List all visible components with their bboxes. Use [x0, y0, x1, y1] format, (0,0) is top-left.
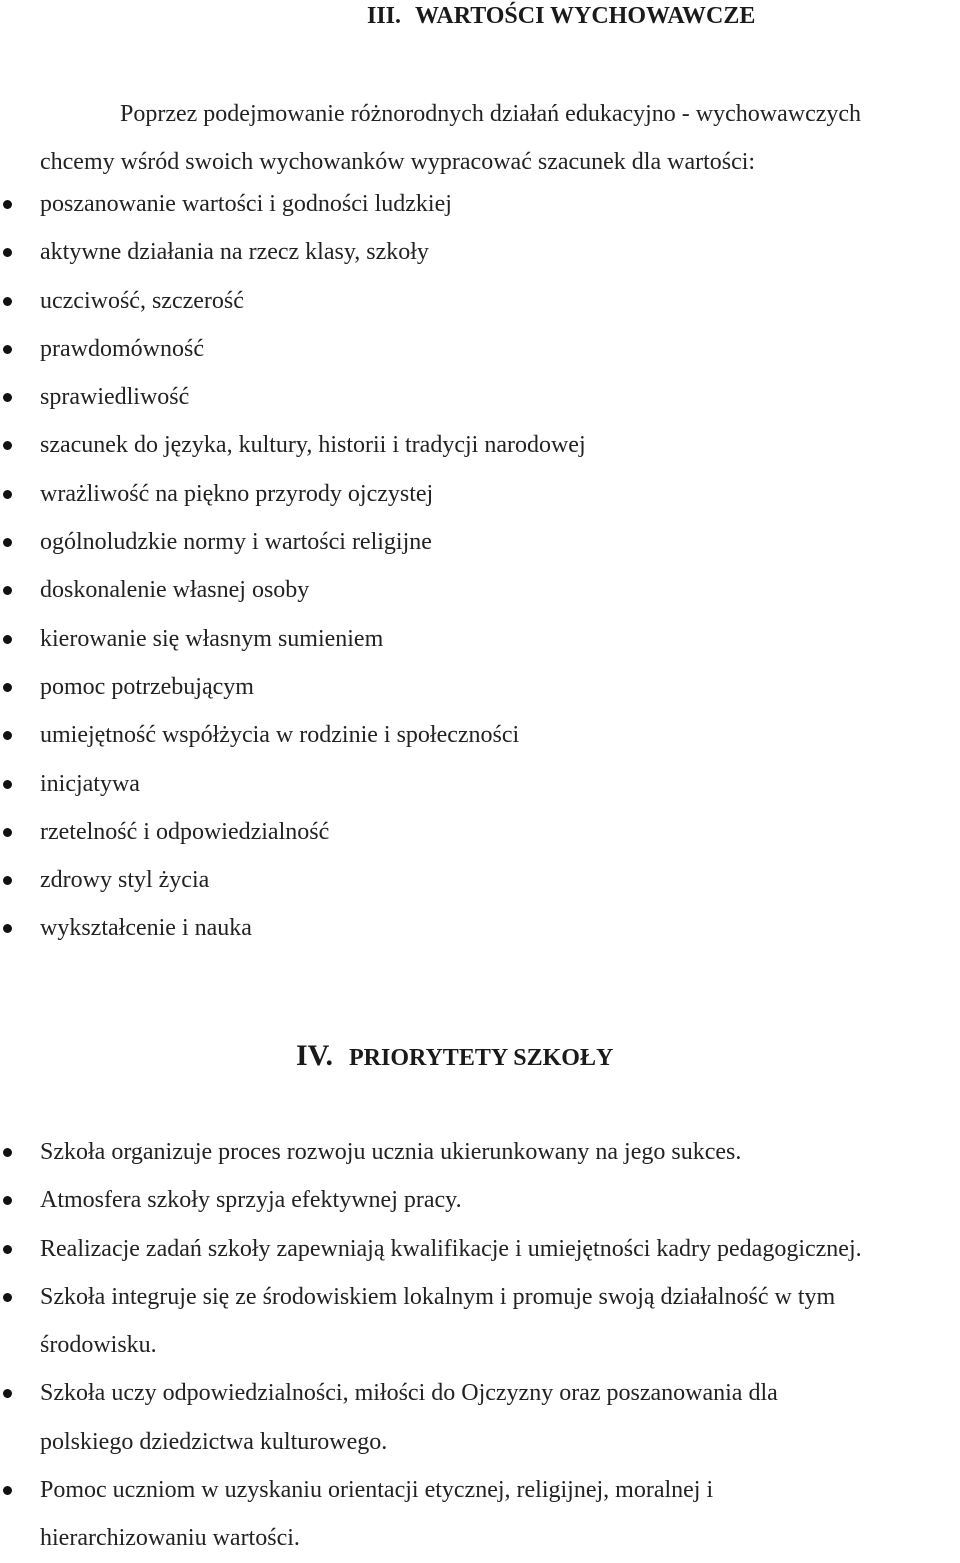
- list-item-text: poszanowanie wartości i godności ludzkiej: [40, 191, 452, 217]
- bullet-icon: [3, 635, 12, 644]
- list-item: [0, 470, 586, 518]
- bullet-icon: [3, 200, 12, 209]
- list-item: [0, 1128, 862, 1176]
- list-item: [0, 566, 586, 614]
- list-item-text: rzetelność i odpowiedzialność: [40, 818, 330, 845]
- list-item: [0, 325, 586, 373]
- bullet-icon: [3, 1245, 12, 1254]
- list-item-text: aktywne działania na rzecz klasy, szkoły: [40, 239, 429, 266]
- list-item-text: Szkoła integruje się ze środowiskiem lokalnym i promuje swoją działalność w tym: [40, 1283, 836, 1310]
- list-item: [0, 904, 586, 952]
- section-3-intro: [40, 90, 861, 186]
- section-4-title: PRIORYTETY SZKOŁY: [348, 1045, 614, 1071]
- list-item-text: doskonalenie własnej osoby: [40, 577, 310, 604]
- list-item: [0, 1273, 862, 1370]
- list-item-text: zdrowy styl życia: [40, 867, 210, 894]
- bullet-icon: [3, 345, 12, 354]
- bullet-icon: [3, 248, 12, 257]
- bullet-icon: [3, 828, 12, 837]
- list-item: [0, 421, 586, 469]
- values-list: [0, 180, 586, 953]
- bullet-icon: [3, 780, 12, 789]
- list-item-text: wrażliwość na piękno przyrody ojczystej: [40, 480, 434, 507]
- list-item: [0, 1176, 862, 1224]
- list-item-text: Pomoc uczniom w uzyskaniu orientacji etycznej, religijnej, moralnej i: [40, 1477, 714, 1504]
- section-4-number: IV.: [296, 1039, 333, 1072]
- section-3-number: III.: [367, 3, 402, 29]
- bullet-icon: [3, 1293, 12, 1302]
- list-item-text: inicjatywa: [40, 770, 140, 797]
- bullet-icon: [3, 1148, 12, 1157]
- section-3-title: WARTOŚCI WYCHOWAWCZE: [415, 3, 756, 29]
- bullet-icon: [3, 1486, 12, 1495]
- list-item-text: Realizacje zadań szkoły zapewniają kwalifikacje i umiejętności kadry pedagogicznej.: [40, 1235, 862, 1262]
- list-item: [0, 663, 586, 711]
- list-item-text: szacunek do języka, kultury, historii i tradycji narodowej: [40, 432, 586, 459]
- section-3-heading: [367, 0, 755, 32]
- list-item-text: prawdomówność: [40, 335, 204, 362]
- list-item: [0, 180, 586, 228]
- list-item: [0, 1369, 862, 1466]
- bullet-icon: [3, 586, 12, 595]
- bullet-icon: [3, 393, 12, 402]
- list-item-text-continuation: hierarchizowaniu wartości.: [40, 1525, 300, 1552]
- bullet-icon: [3, 297, 12, 306]
- list-item-text: uczciwość, szczerość: [40, 287, 244, 314]
- bullet-icon: [3, 683, 12, 692]
- list-item-text-continuation: polskiego dziedzictwa kulturowego.: [40, 1428, 388, 1455]
- bullet-icon: [3, 876, 12, 885]
- list-item: [0, 1466, 862, 1563]
- intro-line-1: Poprzez podejmowanie różnorodnych działań edukacyjno - wychowawczych: [120, 101, 862, 127]
- list-item-text: Atmosfera szkoły sprzyja efektywnej pracy.: [40, 1187, 462, 1214]
- list-item: [0, 1225, 862, 1273]
- list-item: [0, 228, 586, 276]
- list-item-text: pomoc potrzebującym: [40, 673, 254, 700]
- list-item: [0, 711, 586, 759]
- intro-line-2: chcemy wśród swoich wychowanków wypracować szacunek dla wartości:: [40, 149, 756, 175]
- list-item: [0, 808, 586, 856]
- bullet-icon: [3, 441, 12, 450]
- list-item-text: kierowanie się własnym sumieniem: [40, 625, 384, 652]
- bullet-icon: [3, 538, 12, 547]
- list-item: [0, 277, 586, 325]
- list-item: [0, 373, 586, 421]
- list-item: [0, 615, 586, 663]
- list-item: [0, 856, 586, 904]
- section-4-heading: [296, 1038, 613, 1076]
- bullet-icon: [3, 924, 12, 933]
- bullet-icon: [3, 1389, 12, 1398]
- list-item: [0, 760, 586, 808]
- list-item-text: umiejętność współżycia w rodzinie i społeczności: [40, 722, 520, 749]
- bullet-icon: [3, 1196, 12, 1205]
- list-item-text: Szkoła organizuje proces rozwoju ucznia ukierunkowany na jego sukces.: [40, 1139, 742, 1165]
- list-item-text: Szkoła uczy odpowiedzialności, miłości do Ojczyzny oraz poszanowania dla: [40, 1380, 778, 1407]
- bullet-icon: [3, 490, 12, 499]
- list-item: [0, 518, 586, 566]
- priorities-list: [0, 1128, 862, 1563]
- bullet-icon: [3, 731, 12, 740]
- list-item-text: ogólnoludzkie normy i wartości religijne: [40, 529, 432, 556]
- list-item-text-continuation: środowisku.: [40, 1332, 157, 1359]
- list-item-text: wykształcenie i nauka: [40, 915, 252, 942]
- list-item-text: sprawiedliwość: [40, 384, 190, 411]
